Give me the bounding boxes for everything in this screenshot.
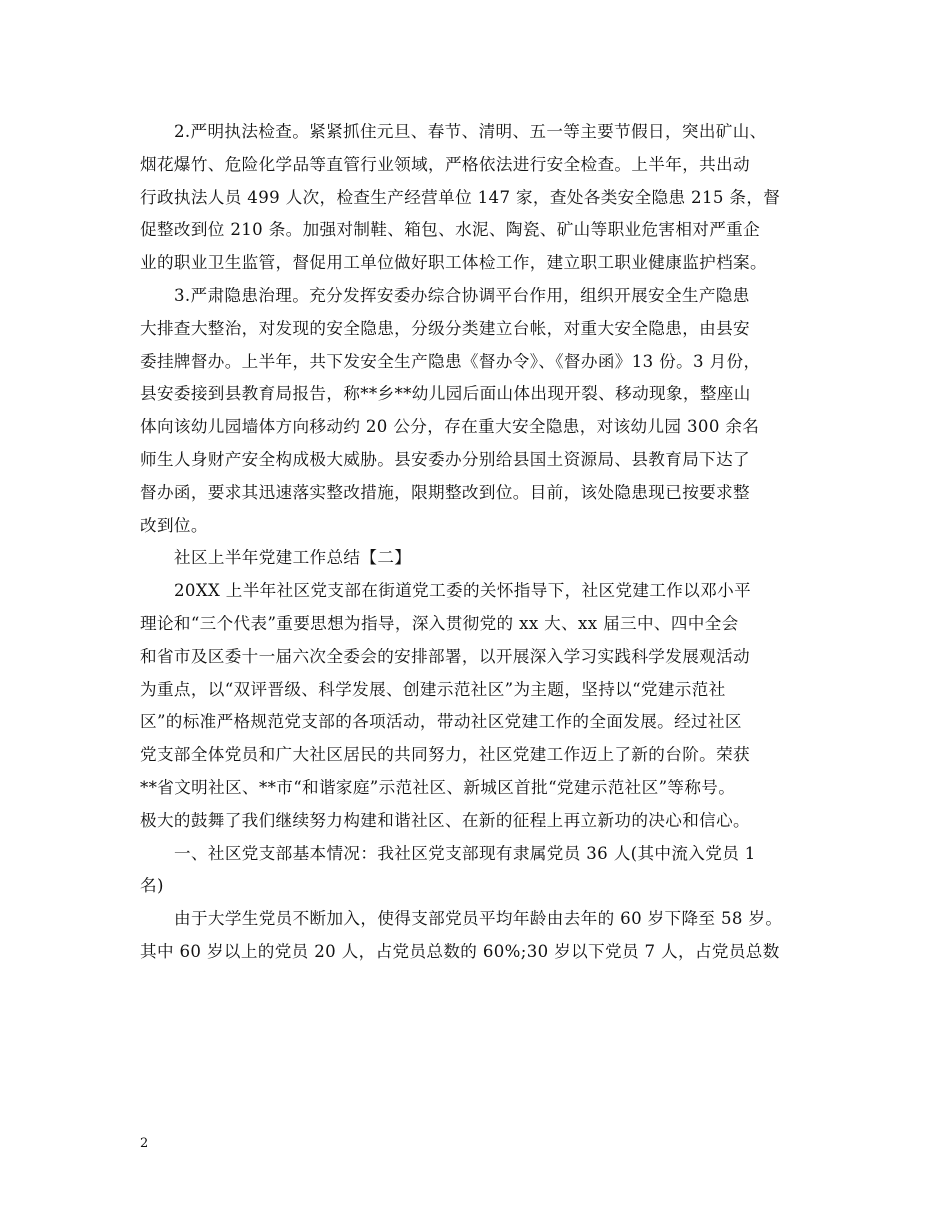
paragraph-line: 烟花爆竹、危险化学品等直管行业领域，严格依法进行安全检查。上半年，共出动 [140, 154, 750, 174]
paragraph-line: **省文明社区、**市“和谐家庭”示范社区、新城区首批“党建示范社区”等称号。 [140, 777, 736, 797]
paragraph-line: 师生人身财产安全构成极大威胁。县安委办分别给县国土资源局、县教育局下达了 [140, 449, 750, 469]
paragraph-line: 党支部全体党员和广大社区居民的共同努力，社区党建工作迈上了新的台阶。荣获 [140, 745, 750, 765]
paragraph-line: 业的职业卫生监管，督促用工单位做好职工体检工作，建立职工职业健康监护档案。 [140, 253, 767, 273]
paragraph-line: 行政执法人员 499 人次，检查生产经营单位 147 家，查处各类安全隐患 215 条，督 [140, 187, 781, 207]
paragraph-line: 大排查大整治，对发现的安全隐患，分级分类建立台帐，对重大安全隐患，由县安 [140, 318, 750, 338]
paragraph-line: 县安委接到县教育局报告，称**乡**幼儿园后面山体出现开裂、移动现象，整座山 [140, 384, 751, 404]
paragraph-line: 体向该幼儿园墙体方向移动约 20 公分，存在重大安全隐患，对该幼儿园 300 余名 [140, 417, 760, 437]
paragraph-line: 区”的标准严格规范党支部的各项活动，带动社区党建工作的全面发展。经过社区 [140, 712, 742, 732]
section-heading: 社区上半年党建工作总结【二】 [174, 548, 412, 568]
paragraph-line: 3.严肃隐患治理。充分发挥安委办综合协调平台作用，组织开展安全生产隐患 [174, 285, 750, 305]
paragraph-line: 促整改到位 210 条。加强对制鞋、箱包、水泥、陶瓷、矿山等职业危害相对严重企 [140, 220, 761, 240]
paragraph-line: 一、社区党支部基本情况：我社区党支部现有隶属党员 36 人(其中流入党员 1 [174, 843, 756, 863]
document-body [140, 116, 812, 969]
paragraph-line: 改到位。 [140, 515, 208, 535]
paragraph-line: 督办函，要求其迅速落实整改措施，限期整改到位。目前，该处隐患现已按要求整 [140, 482, 750, 502]
paragraph-line: 名) [140, 876, 164, 896]
paragraph-line: 20XX 上半年社区党支部在街道党工委的关怀指导下，社区党建工作以邓小平 [174, 581, 752, 601]
paragraph-line: 委挂牌督办。上半年，共下发安全生产隐患《督办令》、《督办函》13 份。3 月份， [140, 351, 761, 371]
paragraph-line: 其中 60 岁以上的党员 20 人，占党员总数的 60%;30 岁以下党员 7 人，占党员总数 [140, 941, 780, 961]
paragraph-line: 为重点，以“双评晋级、科学发展、创建示范社区”为主题，坚持以“党建示范社 [140, 679, 726, 699]
paragraph-line: 由于大学生党员不断加入，使得支部党员平均年龄由去年的 60 岁下降至 58 岁。 [174, 909, 783, 929]
paragraph-line: 极大的鼓舞了我们继续努力构建和谐社区、在新的征程上再立新功的决心和信心。 [140, 810, 750, 830]
page-number: 2 [140, 1136, 149, 1151]
paragraph-line: 理论和“三个代表”重要思想为指导，深入贯彻党的 xx 大、xx 届三中、四中全会 [140, 613, 739, 633]
paragraph-line: 和省市及区委十一届六次全委会的安排部署，以开展深入学习实践科学发展观活动 [140, 646, 750, 666]
paragraph-line: 2.严明执法检查。紧紧抓住元旦、春节、清明、五一等主要节假日，突出矿山、 [174, 122, 767, 141]
